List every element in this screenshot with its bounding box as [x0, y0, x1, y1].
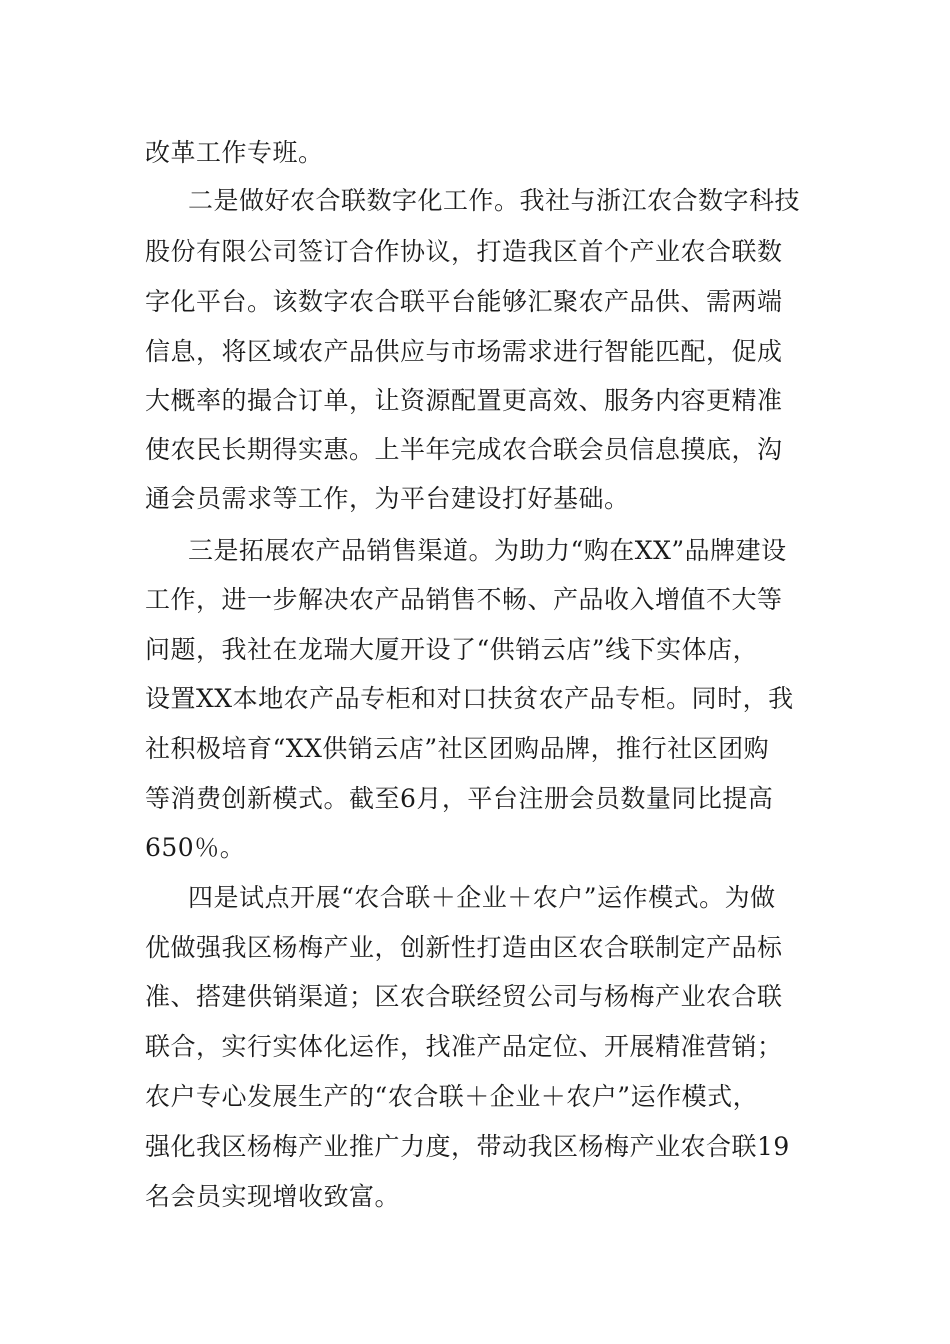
- text-line: 改革工作专班。: [145, 138, 324, 167]
- paragraph-2-first-line: 二是做好农合联数字化工作。我社与浙江农合数字科技: [188, 186, 801, 215]
- text-line: 650％。: [145, 833, 246, 862]
- text-line: 大概率的撮合订单，让资源配置更高效、服务内容更精准: [145, 386, 783, 415]
- text-line: 农户专心发展生产的“农合联＋企业＋农户”运作模式，: [145, 1082, 759, 1111]
- text-line: 强化我区杨梅产业推广力度，带动我区杨梅产业农合联19: [145, 1132, 790, 1161]
- text-line: 使农民长期得实惠。上半年完成农合联会员信息摸底，沟: [145, 435, 783, 464]
- text-line: 工作，进一步解决农产品销售不畅、产品收入增值不大等: [145, 585, 783, 614]
- text-line: 等消费创新模式。截至6月，平台注册会员数量同比提高: [145, 784, 774, 813]
- paragraph-4-first-line: 四是试点开展“农合联＋企业＋农户”运作模式。为做: [188, 883, 776, 912]
- text-line: 优做强我区杨梅产业，创新性打造由区农合联制定产品标: [145, 933, 783, 962]
- paragraph-3-first-line: 三是拓展农产品销售渠道。为助力“购在XX”品牌建设: [188, 536, 787, 565]
- text-line: 问题，我社在龙瑞大厦开设了“供销云店”线下实体店，: [145, 635, 759, 664]
- text-line: 信息，将区域农产品供应与市场需求进行智能匹配，促成: [145, 337, 783, 366]
- text-line: 股份有限公司签订合作协议，打造我区首个产业农合联数: [145, 237, 783, 266]
- text-line: 联合，实行实体化运作，找准产品定位、开展精准营销；: [145, 1032, 783, 1061]
- text-line: 社积极培育“XX供销云店”社区团购品牌，推行社区团购: [145, 734, 770, 763]
- text-line: 设置XX本地农产品专柜和对口扶贫农产品专柜。同时，我: [145, 684, 794, 713]
- text-line: 通会员需求等工作，为平台建设打好基础。: [145, 484, 630, 513]
- text-line: 名会员实现增收致富。: [145, 1182, 401, 1211]
- text-line: 字化平台。该数字农合联平台能够汇聚农产品供、需两端: [145, 287, 783, 316]
- text-line: 准、搭建供销渠道；区农合联经贸公司与杨梅产业农合联: [145, 982, 783, 1011]
